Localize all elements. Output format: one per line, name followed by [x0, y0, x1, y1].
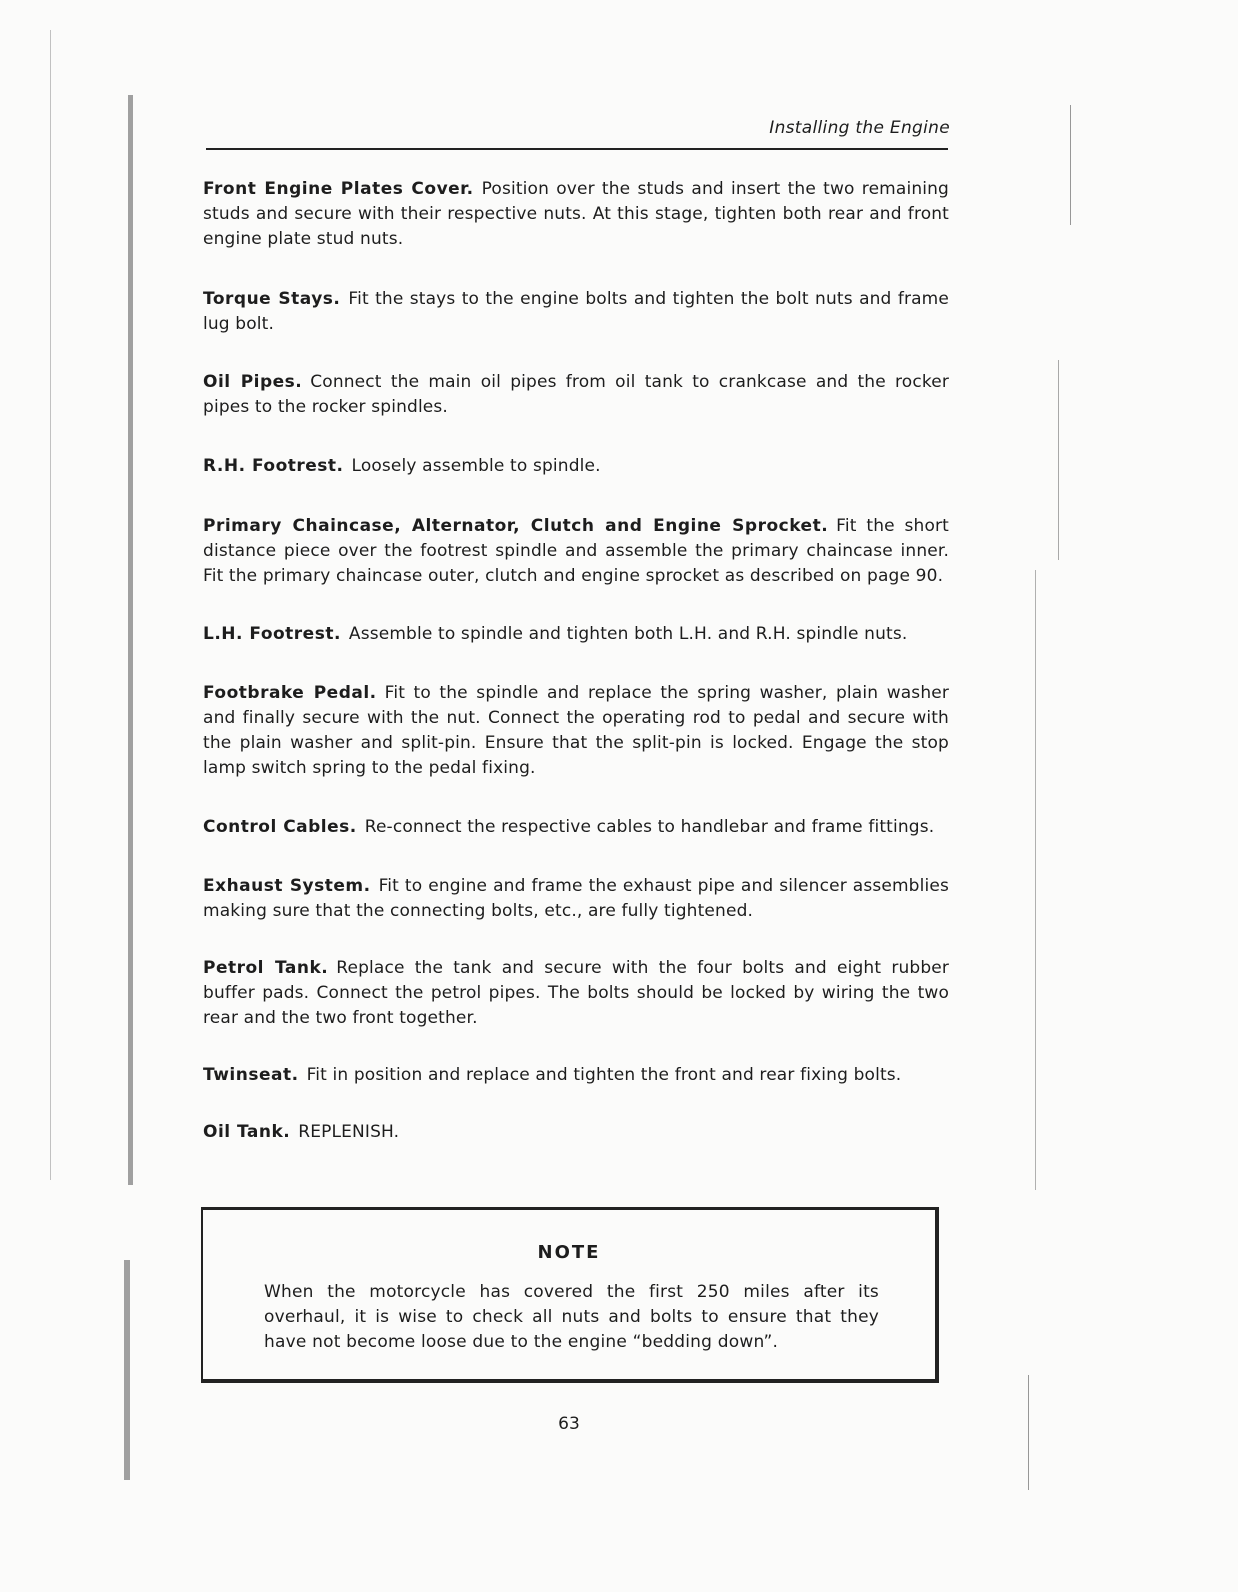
section-heading: Oil Pipes.	[203, 372, 303, 392]
section-rh-footrest	[203, 454, 949, 479]
scan-edge-left	[128, 95, 133, 1185]
section-primary-chaincase	[203, 514, 949, 589]
section-heading: L.H. Footrest.	[203, 624, 341, 644]
section-front-engine-plates-cover	[203, 177, 949, 252]
section-heading: R.H. Footrest.	[203, 456, 344, 476]
page-number: 63	[558, 1414, 580, 1434]
section-heading: Exhaust System.	[203, 876, 371, 896]
scan-edge-right	[1070, 105, 1071, 225]
section-torque-stays	[203, 287, 949, 337]
content	[203, 177, 949, 1145]
note-box	[201, 1207, 939, 1383]
section-body: Position over the studs and insert the two remaining studs and secure with their respective nuts. At this stage, tighten both rear and front engine plate stud nuts.	[203, 179, 949, 249]
header-rule	[206, 148, 948, 150]
note-text: When the motorcycle has covered the first 250 miles after its overhaul, it is wise to check all nuts and bolts to ensure that they have not become loose due to the engine “bedding down”.	[264, 1282, 879, 1352]
section-oil-pipes	[203, 370, 949, 420]
section-body: Replace the tank and secure with the four bolts and eight rubber buffer pads. Connect the petrol pipes. The bolts should be locked by wiring the two rear and the two front together.	[203, 958, 950, 1028]
section-oil-tank	[203, 1120, 949, 1145]
section-body: REPLENISH.	[298, 1122, 400, 1142]
section-heading: Primary Chaincase, Alternator, Clutch and Engine Sprocket.	[203, 516, 829, 536]
section-body: Connect the main oil pipes from oil tank to crankcase and the rocker pipes to the rocker spindles.	[203, 372, 949, 417]
note-heading: NOTE	[537, 1242, 601, 1263]
section-control-cables	[203, 815, 949, 840]
scan-edge-right-low	[1035, 570, 1036, 1190]
section-exhaust-system	[203, 874, 949, 924]
section-body: Loosely assemble to spindle.	[351, 456, 601, 476]
section-heading: Footbrake Pedal.	[203, 683, 377, 703]
section-body: Fit to the spindle and replace the spring washer, plain washer and finally secure with the nut. Connect the operating rod to pedal and secure with the plain washer and split-pin. Ensure that the split-pin is locked. Engage the stop lamp switch spring to the pedal fixing.	[203, 683, 949, 778]
section-body: Fit in position and replace and tighten the front and rear fixing bolts.	[306, 1065, 902, 1085]
section-heading: Petrol Tank.	[203, 958, 329, 978]
section-body: Re-connect the respective cables to handlebar and frame fittings.	[364, 817, 935, 837]
section-lh-footrest	[203, 622, 949, 647]
scan-edge-right-mid	[1058, 360, 1059, 560]
section-heading: Twinseat.	[203, 1065, 299, 1085]
section-body: Fit the stays to the engine bolts and tighten the bolt nuts and frame lug bolt.	[203, 289, 949, 334]
section-body: Fit to engine and frame the exhaust pipe and silencer assemblies making sure that the connecting bolts, etc., are fully tightened.	[203, 876, 949, 921]
section-heading: Torque Stays.	[203, 289, 341, 309]
section-twinseat	[203, 1063, 949, 1088]
section-heading: Front Engine Plates Cover.	[203, 179, 474, 199]
scan-edge-far-left	[50, 30, 51, 1180]
section-heading: Control Cables.	[203, 817, 357, 837]
header-title: Installing the Engine	[769, 118, 950, 138]
section-body: Fit the short distance piece over the footrest spindle and assemble the primary chaincase inner. Fit the primary chaincase outer, clutch and engine sprocket as described on page 90.	[203, 516, 949, 586]
section-footbrake-pedal	[203, 681, 949, 781]
section-petrol-tank	[203, 956, 949, 1031]
section-body: Assemble to spindle and tighten both L.H. and R.H. spindle nuts.	[348, 624, 908, 644]
section-heading: Oil Tank.	[203, 1122, 291, 1142]
scan-edge-left-lower	[124, 1260, 130, 1480]
